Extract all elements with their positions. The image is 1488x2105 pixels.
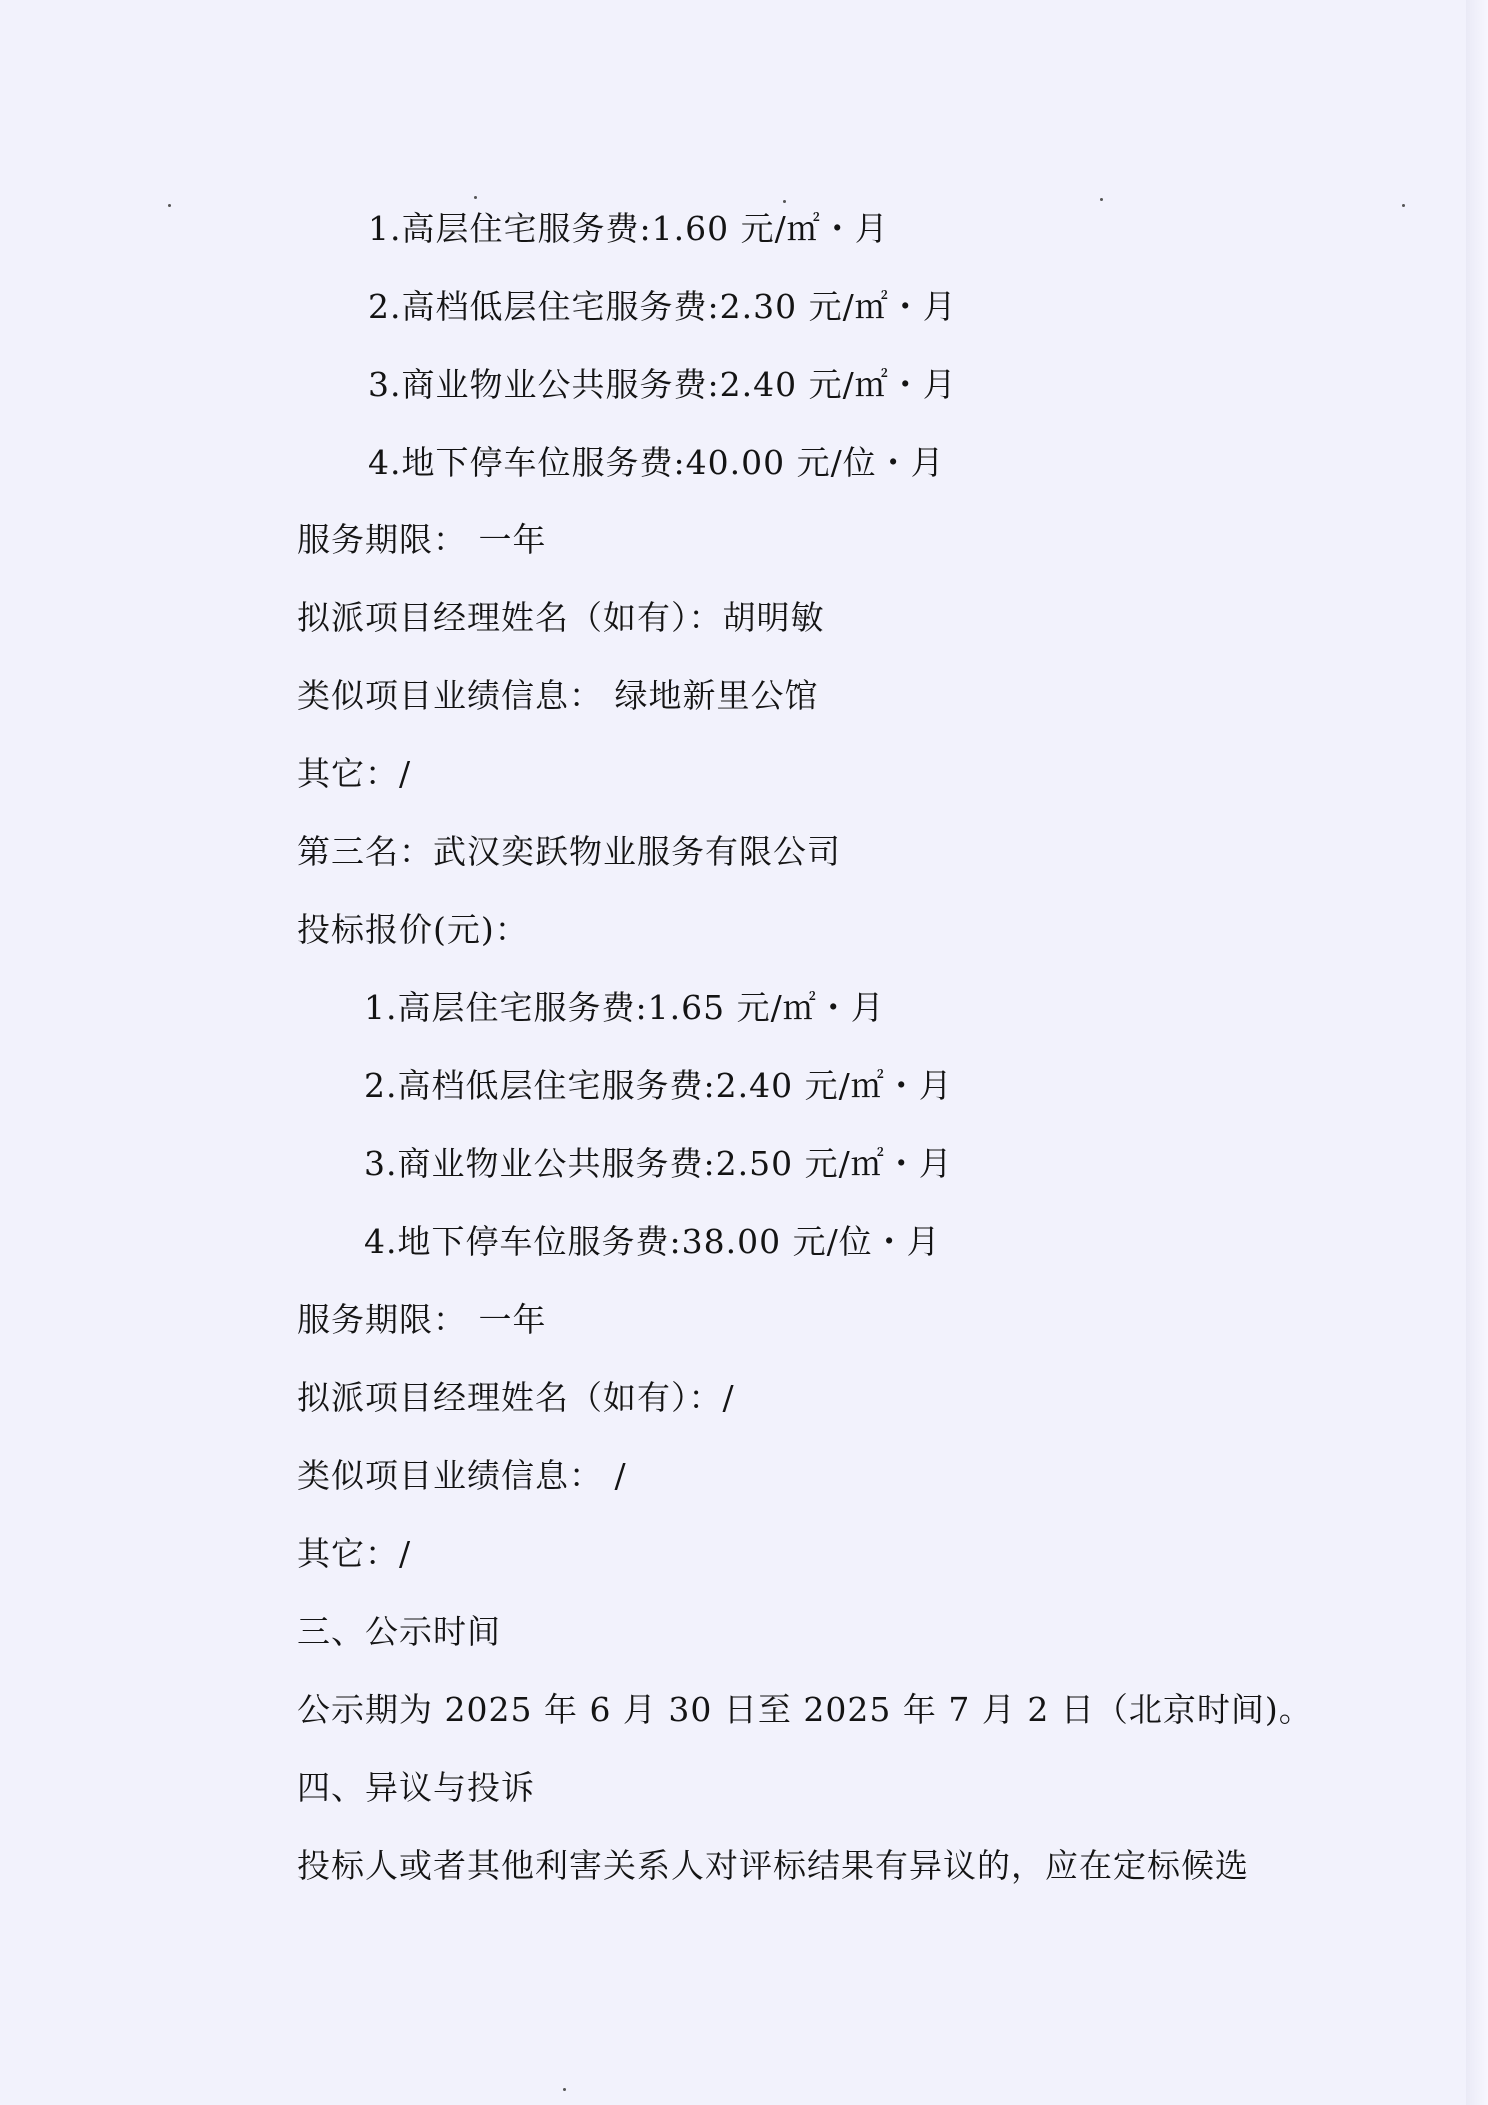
bid3-fee-highrise: 1.高层住宅服务费:1.65 元/㎡・月	[364, 988, 885, 1027]
section-objection: 四、异议与投诉	[297, 1768, 535, 1807]
bid2-other: 其它：/	[297, 754, 412, 793]
page-edge-shadow	[1466, 0, 1488, 2105]
bid2-fee-highrise: 1.高层住宅服务费:1.60 元/㎡・月	[368, 209, 889, 248]
bid3-price-heading: 投标报价(元)：	[297, 910, 529, 949]
bid2-fee-lowrise: 2.高档低层住宅服务费:2.30 元/㎡・月	[368, 287, 957, 326]
bid3-other: 其它：/	[297, 1534, 412, 1573]
scan-speck	[1402, 204, 1405, 207]
third-place-heading: 第三名：武汉奕跃物业服务有限公司	[297, 832, 841, 871]
scan-speck	[474, 196, 477, 199]
bid3-similar-projects: 类似项目业绩信息： /	[297, 1456, 627, 1495]
bid3-service-term: 服务期限： 一年	[297, 1300, 547, 1339]
scan-speck	[783, 200, 786, 203]
bid3-project-manager: 拟派项目经理姓名（如有）：/	[297, 1378, 735, 1417]
bid2-fee-commercial: 3.商业物业公共服务费:2.40 元/㎡・月	[368, 365, 957, 404]
bid2-similar-projects: 类似项目业绩信息： 绿地新里公馆	[297, 676, 819, 715]
bid2-service-term: 服务期限： 一年	[297, 520, 547, 559]
bid2-project-manager: 拟派项目经理姓名（如有）：胡明敏	[297, 598, 825, 637]
bid3-fee-parking: 4.地下停车位服务费:38.00 元/位・月	[364, 1222, 941, 1261]
scan-speck	[168, 204, 171, 207]
bid3-fee-lowrise: 2.高档低层住宅服务费:2.40 元/㎡・月	[364, 1066, 953, 1105]
bid3-fee-commercial: 3.商业物业公共服务费:2.50 元/㎡・月	[364, 1144, 953, 1183]
publicity-period: 公示期为 2025 年 6 月 30 日至 2025 年 7 月 2 日（北京时间)。	[297, 1690, 1313, 1729]
scan-speck	[1100, 198, 1103, 201]
objection-text: 投标人或者其他利害关系人对评标结果有异议的，应在定标候选	[297, 1846, 1249, 1885]
section-publicity-time: 三、公示时间	[297, 1612, 501, 1651]
scan-speck	[563, 2088, 566, 2091]
bid2-fee-parking: 4.地下停车位服务费:40.00 元/位・月	[368, 443, 945, 482]
